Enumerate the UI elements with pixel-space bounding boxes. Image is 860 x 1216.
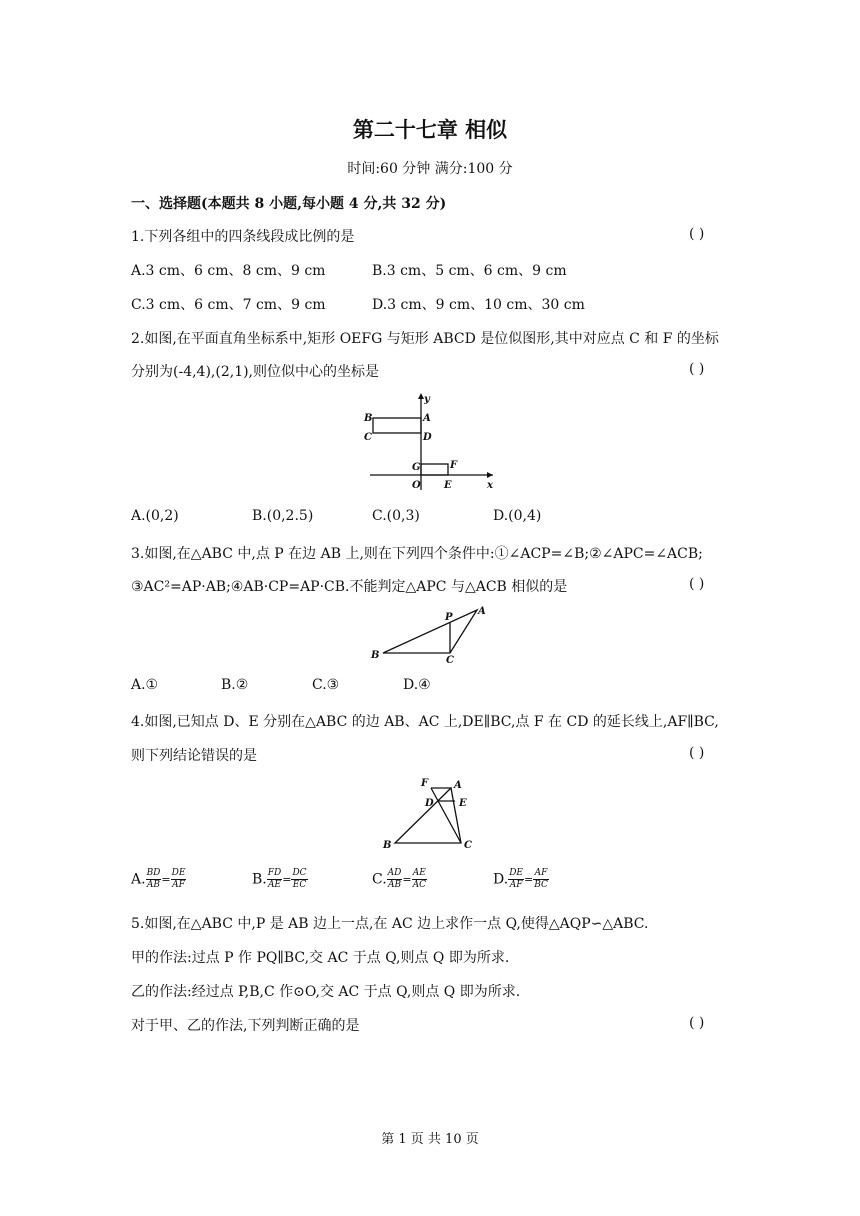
q1-option-a: A.3 cm、6 cm、8 cm、9 cm	[131, 263, 326, 279]
x-axis-arrow	[487, 472, 493, 478]
label-y: y	[424, 394, 430, 405]
q3-triangle-figure	[365, 600, 495, 665]
equals-sign: =	[523, 873, 534, 886]
q1-answer-bracket: ( )	[689, 226, 705, 242]
label-a: A	[423, 413, 431, 424]
q1-stem: 1.下列各组中的四条线段成比例的是	[131, 229, 355, 245]
q2-option-a: A.(0,2)	[131, 508, 179, 524]
q4-triangle-figure	[375, 770, 485, 855]
q2-option-c: C.(0,3)	[372, 508, 420, 524]
q3-option-b: B.②	[221, 677, 249, 693]
q5-stem-line1: 5.如图,在△ABC 中,P 是 AB 边上一点,在 AC 边上求作一点 Q,使得△AQP∽△ABC.	[131, 916, 649, 932]
fraction	[267, 868, 282, 891]
q1-option-d: D.3 cm、9 cm、10 cm、30 cm	[372, 297, 585, 313]
label-g: G	[412, 462, 421, 473]
q3-option-c: C.③	[312, 677, 340, 693]
rectangle-abcd	[373, 418, 421, 433]
denominator: AC	[412, 880, 426, 890]
q4-answer-bracket: ( )	[689, 745, 705, 761]
fraction	[412, 868, 427, 891]
section-heading: 一、选择题(本题共 8 小题,每小题 4 分,共 32 分)	[131, 196, 447, 212]
label-c: C	[446, 655, 454, 665]
denominator: BC	[534, 880, 548, 890]
denominator: AB	[146, 880, 161, 890]
q2-option-d: D.(0,4)	[493, 508, 542, 524]
equals-sign: =	[402, 873, 412, 886]
option-prefix: A.	[131, 871, 146, 888]
label-b: B	[364, 413, 373, 424]
denominator: EC	[292, 880, 307, 890]
label-b: B	[383, 840, 392, 851]
fraction	[146, 868, 162, 891]
q4-option-d	[493, 868, 549, 891]
q2-coordinate-figure	[360, 390, 500, 495]
q4-stem-line2: 则下列结论错误的是	[131, 748, 257, 764]
numerator: BD	[146, 868, 161, 878]
numerator: FD	[267, 868, 282, 878]
denominator: AF	[172, 880, 185, 890]
q1-option-c: C.3 cm、6 cm、7 cm、9 cm	[131, 297, 326, 313]
numerator: DE	[509, 868, 523, 878]
label-f: F	[421, 778, 429, 789]
label-e: E	[444, 480, 452, 491]
q3-stem-line2: ③AC²=AP·AB;④AB·CP=AP·CB.不能判定△APC 与△ACB 相似的是	[131, 579, 568, 595]
label-d: D	[425, 798, 434, 809]
label-o: O	[412, 480, 421, 491]
q2-stem-line2: 分别为(-4,4),(2,1),则位似中心的坐标是	[131, 364, 380, 380]
q3-stem-line1: 3.如图,在△ABC 中,点 P 在边 AB 上,则在下列四个条件中:①∠ACP=∠B;②∠APC=∠ACB;	[131, 546, 703, 562]
label-e: E	[459, 798, 467, 809]
q5-stem-line2: 甲的作法:过点 P 作 PQ∥BC,交 AC 于点 Q,则点 Q 即为所求.	[131, 950, 510, 966]
q3-option-a: A.①	[131, 677, 159, 693]
option-prefix: C.	[372, 871, 387, 888]
label-b: B	[371, 650, 380, 661]
denominator: AB	[387, 880, 402, 890]
q4-option-c	[372, 868, 427, 891]
page-footer: 第 1 页 共 10 页	[381, 1132, 479, 1147]
q5-stem-line3: 乙的作法:经过点 P,B,C 作⊙O,交 AC 于点 Q,则点 Q 即为所求.	[131, 984, 521, 1000]
q4-stem-line1: 4.如图,已知点 D、E 分别在△ABC 的边 AB、AC 上,DE∥BC,点 F 在 CD 的延长线上,AF∥BC,	[131, 714, 719, 730]
rectangle-oefg	[421, 464, 448, 475]
label-c: C	[464, 840, 472, 851]
label-a: A	[454, 780, 462, 791]
label-a: A	[478, 606, 486, 617]
q1-option-b: B.3 cm、5 cm、6 cm、9 cm	[372, 263, 567, 279]
equals-sign: =	[282, 873, 292, 886]
q3-answer-bracket: ( )	[689, 576, 705, 592]
label-p: P	[445, 612, 453, 623]
triangle-abc	[383, 610, 477, 653]
option-prefix: D.	[493, 871, 509, 888]
fraction	[508, 868, 524, 891]
option-prefix: B.	[252, 871, 267, 888]
fraction	[387, 868, 403, 891]
denominator: AE	[267, 880, 282, 890]
fraction	[171, 868, 187, 891]
q4-option-a	[131, 868, 186, 891]
q2-stem-line1: 2.如图,在平面直角坐标系中,矩形 OEFG 与矩形 ABCD 是位似图形,其中对应点 C 和 F 的坐标	[131, 331, 719, 347]
fraction	[291, 868, 307, 891]
numerator: DE	[171, 868, 186, 878]
q2-option-b: B.(0,2.5)	[252, 508, 314, 524]
denominator: AF	[509, 880, 523, 890]
triangle-abc	[395, 788, 461, 843]
label-x: x	[487, 480, 493, 491]
numerator: DC	[292, 868, 307, 878]
numerator: AE	[412, 868, 426, 878]
exam-meta: 时间:60 分钟 满分:100 分	[347, 161, 513, 177]
q5-answer-bracket: ( )	[689, 1015, 705, 1031]
numerator: AD	[387, 868, 402, 878]
page-title: 第二十七章 相似	[352, 118, 508, 142]
label-f: F	[450, 460, 458, 471]
label-d: D	[423, 432, 432, 443]
q4-option-b	[252, 868, 308, 891]
label-c: C	[364, 432, 372, 443]
q3-option-d: D.④	[403, 677, 431, 693]
equals-sign: =	[161, 873, 171, 886]
fraction	[533, 868, 549, 891]
q2-answer-bracket: ( )	[689, 361, 705, 377]
q5-stem-line4: 对于甲、乙的作法,下列判断正确的是	[131, 1018, 360, 1034]
numerator: AF	[534, 868, 548, 878]
